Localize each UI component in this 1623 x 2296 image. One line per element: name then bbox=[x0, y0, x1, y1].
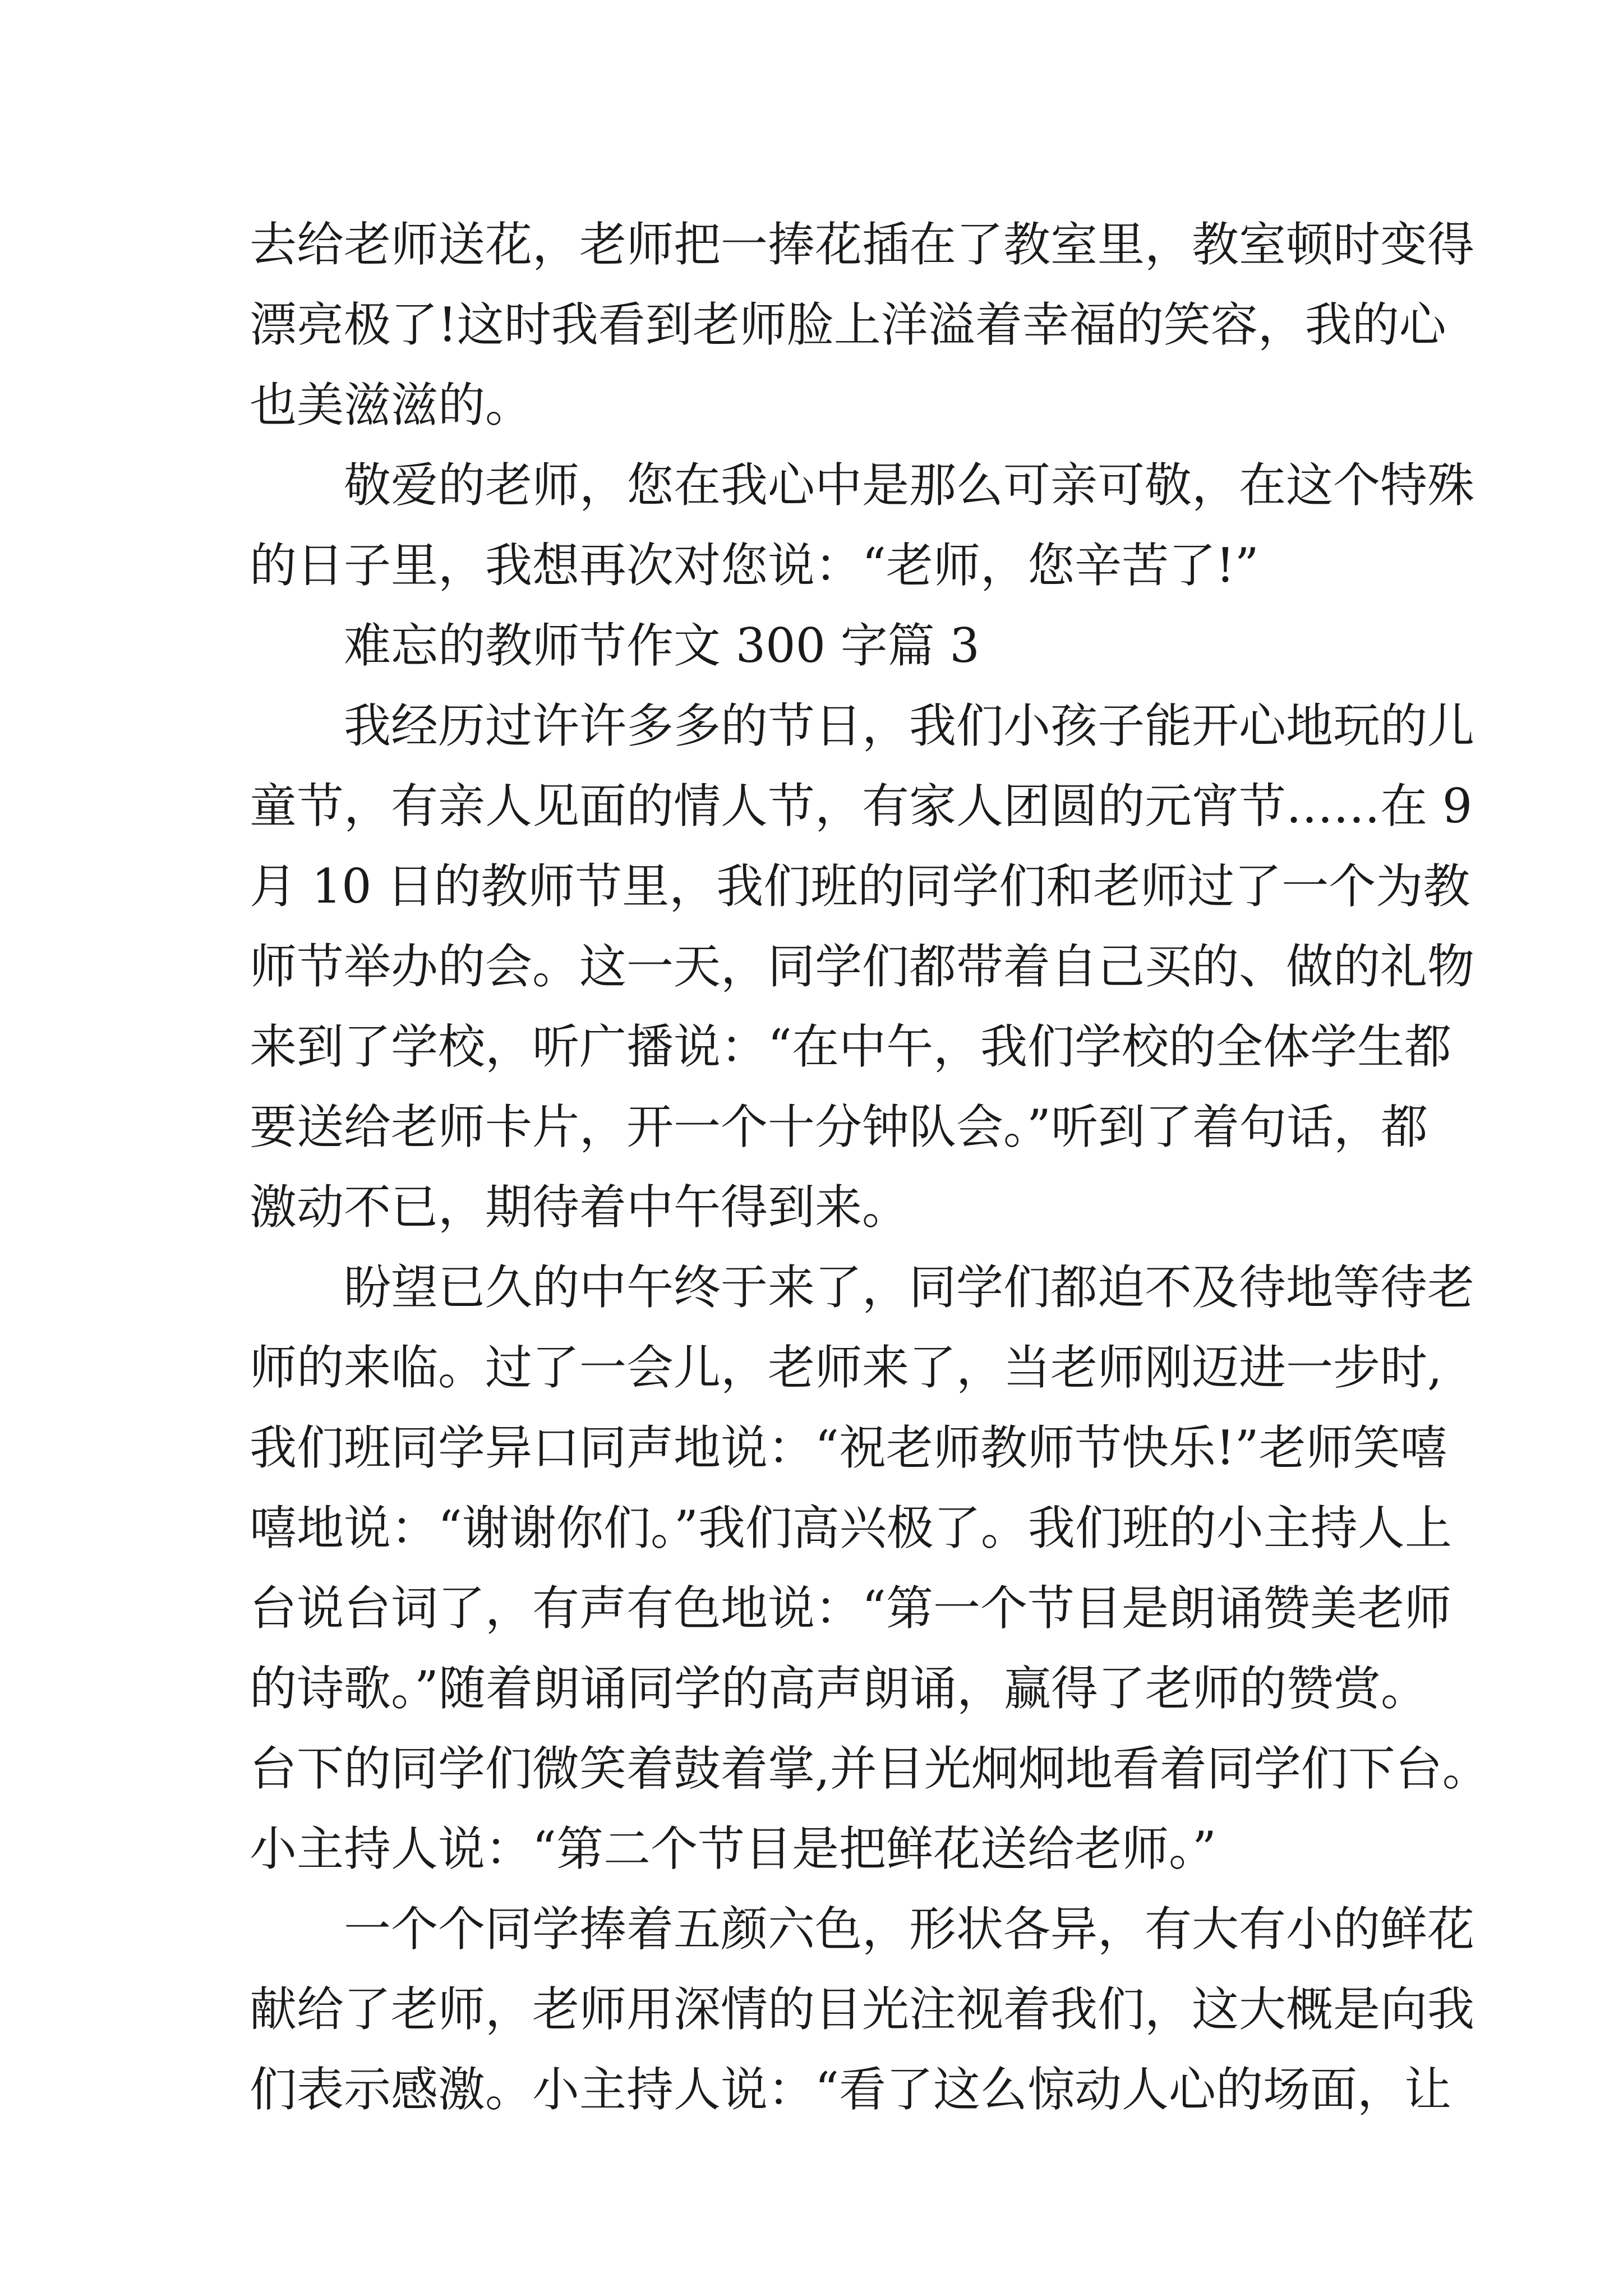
paragraph-line: 也美滋滋的。 bbox=[250, 378, 533, 432]
paragraph-line: 师的来临。过了一会儿，老师来了，当老师刚迈进一步时, bbox=[250, 1340, 1442, 1395]
paragraph-line: 师节举办的会。这一天，同学们都带着自己买的、做的礼物 bbox=[250, 939, 1475, 994]
paragraph-line: 漂亮极了!这时我看到老师脸上洋溢着幸福的笑容，我的心 bbox=[250, 297, 1446, 352]
paragraph-line: 激动不已，期待着中午得到来。 bbox=[250, 1180, 910, 1235]
paragraph-line: 要送给老师卡片，开一个十分钟队会。”听到了着句话，都 bbox=[250, 1099, 1428, 1154]
paragraph-line: 来到了学校，听广播说：“在中午，我们学校的全体学生都 bbox=[250, 1019, 1451, 1074]
paragraph-line: 月 10 日的教师节里，我们班的同学们和老师过了一个为教 bbox=[250, 859, 1470, 914]
paragraph-line: 去给老师送花，老师把一捧花插在了教室里，教室顿时变得 bbox=[250, 217, 1475, 272]
paragraph bbox=[250, 1889, 1475, 2130]
paragraph-line: 难忘的教师节作文 300 字篇 3 bbox=[344, 618, 980, 673]
paragraph-line: 嘻地说：“谢谢你们。”我们高兴极了。我们班的小主持人上 bbox=[250, 1501, 1452, 1556]
paragraph bbox=[250, 205, 1475, 445]
paragraph-line: 我们班同学异口同声地说：“祝老师教师节快乐!”老师笑嘻 bbox=[250, 1420, 1447, 1475]
paragraph-line: 献给了老师，老师用深情的目光注视着我们，这大概是向我 bbox=[250, 1982, 1475, 2037]
paragraph-line: 敬爱的老师，您在我心中是那么可亲可敬，在这个特殊 bbox=[344, 458, 1475, 513]
paragraph bbox=[250, 445, 1475, 606]
paragraph-line: 台说台词了，有声有色地说：“第一个节目是朗诵赞美老师 bbox=[250, 1581, 1451, 1636]
paragraph-line: 小主持人说：“第二个节目是把鲜花送给老师。” bbox=[250, 1821, 1216, 1876]
document-body bbox=[250, 205, 1490, 2130]
paragraph-line: 的诗歌。”随着朗诵同学的高声朗诵，赢得了老师的赞赏。 bbox=[250, 1661, 1428, 1716]
paragraph bbox=[250, 606, 1394, 686]
paragraph bbox=[250, 1248, 1490, 1889]
paragraph-line: 一个个同学捧着五颜六色，形状各异，有大有小的鲜花 bbox=[344, 1902, 1475, 1957]
paragraph-line: 童节，有亲人见面的情人节，有家人团圆的元宵节……在 9 bbox=[250, 779, 1473, 834]
paragraph-line: 台下的同学们微笑着鼓着掌,并目光炯炯地看着同学们下台。 bbox=[250, 1741, 1490, 1796]
paragraph-line: 盼望已久的中午终于来了，同学们都迫不及待地等待老 bbox=[344, 1260, 1475, 1315]
paragraph-line: 们表示感激。小主持人说：“看了这么惊动人心的场面，让 bbox=[250, 2062, 1451, 2117]
paragraph-line: 的日子里，我想再次对您说：“老师，您辛苦了!” bbox=[250, 538, 1259, 593]
paragraph-line: 我经历过许许多多的节日，我们小孩子能开心地玩的儿 bbox=[344, 698, 1475, 753]
paragraph bbox=[250, 686, 1475, 1248]
